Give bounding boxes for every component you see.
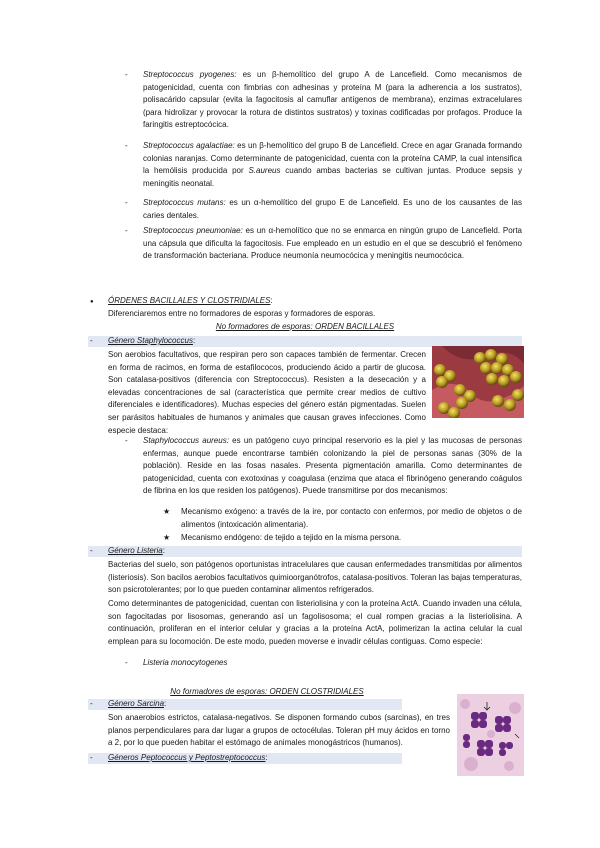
list-dash: -	[125, 436, 128, 445]
pepto-heading	[108, 752, 408, 765]
heading-colon: :	[270, 296, 273, 305]
species-name: Streptococcus mutans:	[143, 198, 226, 207]
heading-colon: :	[162, 546, 165, 555]
genus-heading: Género Staphylococcus	[108, 336, 193, 345]
star-icon: ★	[163, 507, 171, 516]
species-name-inline: S.aureus	[248, 166, 281, 176]
genus-heading: Géneros Peptococcus y Peptostreptococcus	[108, 753, 266, 762]
staph-text-a	[108, 349, 426, 437]
sarcina-text: Son anaerobios estrictos, catalasa-negativos. Se disponen formando cubos (sarcinas), en tres planos perpendiculares para dar lugar a grupos de octocélulas. Toleran pH muy ácidos en torno a 2, por lo que pueden habitar el estómago de animales monogástricos (humanos).	[108, 713, 450, 748]
sarcina-heading	[108, 698, 408, 711]
species-description: es un β-hemolítico del grupo B de Lancefield. Crece en agar Granada formando colonias naranjas. Como determinante de patogenicidad, cuenta con la proteína CAMP, la cual intensifica la hemólisis producida por	[143, 141, 522, 176]
mechanism-endogenous: Mecanismo endógeno: de tejido a tejido en la misma persona.	[181, 533, 402, 542]
sarcina-micrograph	[457, 694, 524, 776]
ordenes-heading	[108, 295, 518, 308]
listeria-species: Listeria monocytogenes	[143, 658, 228, 667]
listeria-text-2: Como determinantes de patogenicidad, cuentan con listeriolisina y con la proteína ActA. Cuando invaden una célula, son fagocitadas por lisosomas, generando así un fagolisosoma; el cual rompen gracias a la listeriolisina. A continuación, proliferan en el interior celular y gracias a la proteína ActA, polimerizan la actina celular la cual emplean para su locomoción. De este modo, pueden moverse e invadir células contiguas. Como especie:	[108, 599, 522, 646]
list-dash: -	[90, 546, 93, 555]
subtitle-clostridiales: No formadores de esporas: ORDEN CLOSTRIDIALES	[170, 687, 364, 696]
list-dash: -	[125, 141, 128, 150]
mechanism-exogenous: Mecanismo exógeno: a través de la ire, por contacto con enfermos, por medio de objetos o de alimentos (intoxicación alimentaria).	[181, 507, 522, 529]
strep-pneumoniae-paragraph	[143, 225, 522, 263]
species-description: es un β-hemolítico del grupo A de Lancefield. Como mecanismos de patogenicidad, cuenta con fimbrias con adhesinas y proteína M (para la adherencia a los sustratos), polisacárido capsular (evita la fagocitosis al camuflar antígenos de membrana), enzimas extracelulares (para hidrolizar y provocar la rotura de distintos sustratos) y toxinas codificadas por profagos. Produce la faringitis estreptocócica.	[143, 70, 522, 130]
genus-heading: Género Sarcina	[108, 699, 165, 708]
species-description: cuando ambas bacterias se cultivan juntas. Produce sepsis y meningitis neonatal.	[143, 166, 522, 188]
strep-agalactiae-paragraph	[143, 140, 522, 190]
list-dash: -	[90, 699, 93, 708]
strep-mutans-paragraph	[143, 197, 522, 222]
species-name: Streptococcus agalactiae:	[143, 141, 235, 150]
genus-description: Son aerobios facultativos, que respiran pero son capaces también de fermentar. Crecen en forma de racimos, en forma de estafilococos, produciendo ácido a partir de glucosa. Son catalasa-positivos (diferencia con Streptococcus). Resisten a la desecación y a elevadas concentraciones de sal (característica que permite crear medios de cultivo diferenciales e identificadores). Muchas especies del género están pigmentadas. Suelen ser parásitos habituales de humanos y animales que causan graves infecciones. Como especie destaca:	[108, 350, 426, 435]
species-description: es un α-hemolítico que no se enmarca en ningún grupo de Lancefield. Porta una cápsula que dificulta la fagocitosis. Fue empleado en un estudio en el que se descubrió el fenómeno de transformación bacteriana. Produce neumonía neumocócica y meningitis neumocócica.	[143, 226, 523, 261]
list-dash: -	[125, 658, 128, 667]
subtitle-bacillales: No formadores de esporas: ORDEN BACILLALES	[215, 322, 395, 331]
species-description: es un patógeno cuyo principal reservorio es la piel y las mucosas de personas enfermas, aunque puede encontrarse también colonizando la piel de personas sanas (30% de la población). Reside en las fosas nasales. Presenta pigmentación amarilla. Como determinantes de patogenicidad, cuenta con exotoxinas y coagulasa (enzima que ataca el fibrinógeno generando coágulos de fibrina en los que residen los patógenos). Puede transmitirse por dos mecanismos:	[143, 436, 523, 496]
list-dash: -	[90, 753, 93, 762]
staph-heading	[108, 335, 408, 348]
staphylococcus-micrograph	[432, 346, 524, 418]
strep-pyogenes-paragraph	[143, 69, 522, 132]
genus-heading: Género Listeria	[108, 546, 163, 555]
heading-colon: :	[192, 336, 196, 345]
list-dash: -	[125, 226, 128, 235]
heading-colon: :	[265, 753, 268, 762]
list-dash: -	[90, 336, 93, 345]
heading-colon: :	[164, 699, 167, 708]
star-icon: ★	[163, 533, 171, 542]
staph-aureus-paragraph	[143, 435, 522, 498]
listeria-heading	[108, 545, 408, 558]
section-heading: ÓRDENES BACILLALES Y CLOSTRIDIALES	[108, 296, 271, 305]
list-dash: -	[125, 198, 128, 207]
species-name: Streptococcus pneumoniae:	[143, 226, 243, 235]
species-name: Staphylococcus aureus:	[143, 436, 229, 445]
bullet-icon: ●	[90, 299, 94, 305]
species-description: es un α-hemolítico del grupo E de Lancefield. Es uno de los causantes de las caries dentales.	[143, 198, 523, 220]
species-name: Streptococcus pyogenes:	[143, 70, 237, 79]
listeria-text-1: Bacterias del suelo, son patógenos oportunistas intracelulares que causan enfermedades transmitidas por alimentos (listeriosis). Son bacilos aerobios facultativos quimioorganótrofos, catalasa-positivos. Toleran las bajas temperaturas, son psicrotolerantes; por lo que pueden contaminar alimentos refrigerados.	[108, 560, 522, 595]
ordenes-intro: Diferenciaremos entre no formadores de esporas y formadores de esporas.	[108, 309, 376, 318]
list-dash: -	[125, 70, 128, 79]
